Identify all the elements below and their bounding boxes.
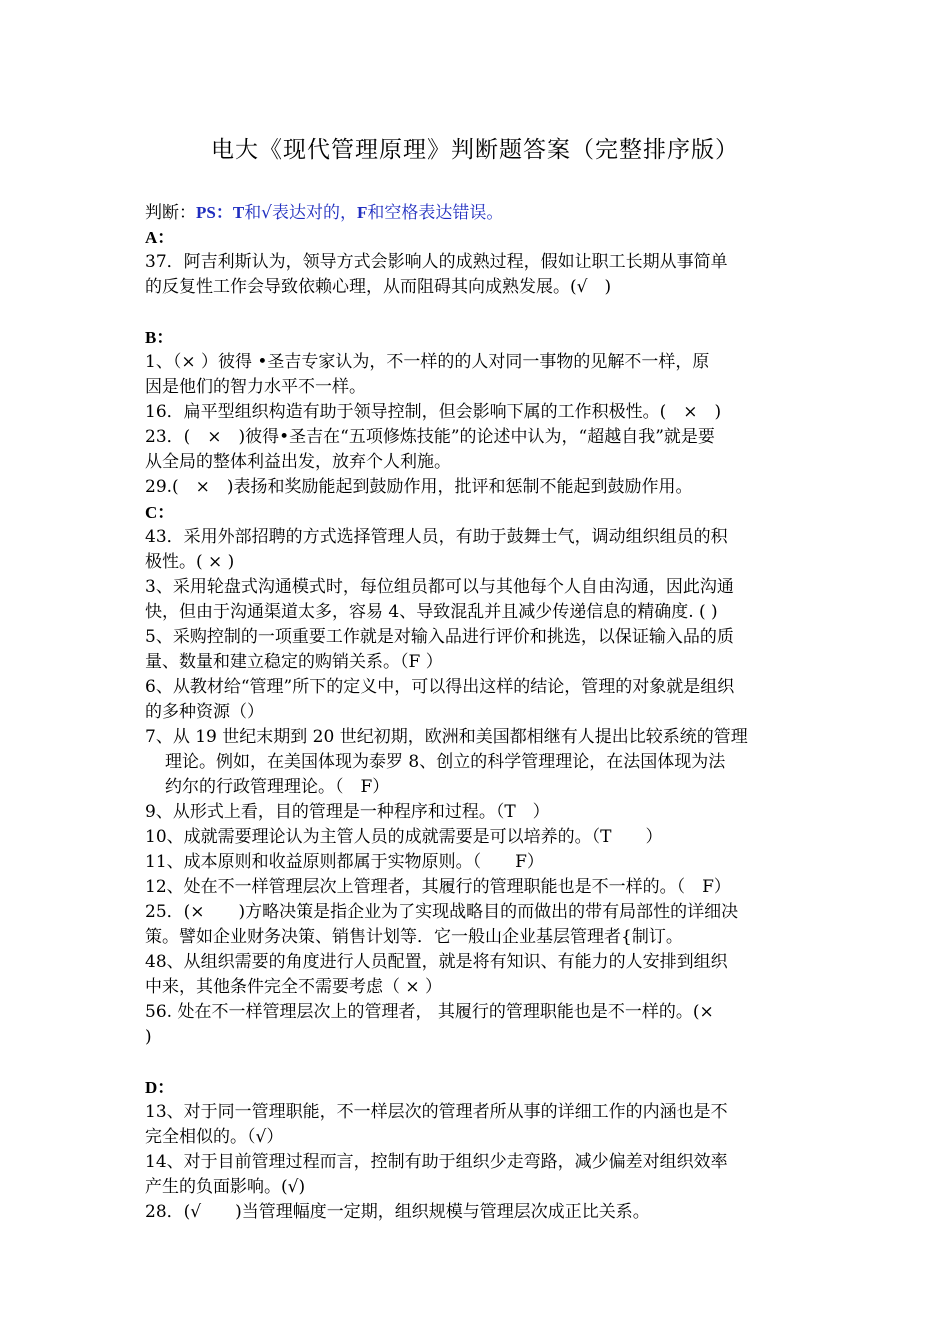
section-d-line: 13、对于同一管理职能，不一样层次的管理者所从事的详细工作的内涵也是不 bbox=[145, 1102, 728, 1122]
section-c-line: 9、从形式上看，目的管理是一种程序和过程。（T ） bbox=[145, 802, 550, 822]
blank-line bbox=[145, 300, 813, 325]
intro-line bbox=[145, 200, 813, 225]
section-c-line: 理论。例如，在美国体现为泰罗 8、创立的科学管理理论，在法国体现为法 bbox=[165, 752, 726, 772]
section-b-line: 16．扁平型组织构造有助于领导控制，但会影响下属的工作积极性。( × ) bbox=[145, 402, 722, 422]
intro-ps-bold-2: F bbox=[357, 203, 368, 222]
section-c-line: 11、成本原则和收益原则都属于实物原则。（ F） bbox=[145, 852, 544, 872]
section-c-line: 56. 处在不一样管理层次上的管理者， 其履行的管理职能也是不一样的。(× bbox=[145, 1002, 714, 1022]
section-c-line: 10、成就需要理论认为主管人员的成就需要是可以培养的。（T ） bbox=[145, 827, 663, 847]
section-c-line: ) bbox=[145, 1027, 152, 1047]
section-c-line: 5、采购控制的一项重要工作就是对输入品进行评价和挑选，以保证输入品的质 bbox=[145, 627, 734, 647]
section-a-line: 37．阿吉利斯认为，领导方式会影响人的成熟过程，假如让职工长期从事简单 bbox=[145, 252, 728, 272]
section-c-line: 12、处在不一样管理层次上管理者，其履行的管理职能也是不一样的。（ F） bbox=[145, 877, 731, 897]
section-c-line: 中来，其他条件完全不需要考虑（ × ） bbox=[145, 977, 443, 997]
document-body bbox=[145, 200, 813, 1225]
section-d-line: 完全相似的。（√） bbox=[145, 1127, 284, 1147]
section-heading-c: C： bbox=[145, 503, 175, 522]
section-c-line: 快，但由于沟通渠道太多，容易 4、导致混乱并且减少传递信息的精确度. ( ) bbox=[145, 602, 718, 622]
section-heading-d: D： bbox=[145, 1078, 175, 1097]
section-d-line: 产生的负面影响。(√) bbox=[145, 1177, 306, 1197]
section-c-line: 43．采用外部招聘的方式选择管理人员，有助于鼓舞士气，调动组织组员的积 bbox=[145, 527, 728, 547]
section-b-line: 因是他们的智力水平不一样。 bbox=[145, 377, 366, 397]
intro-ps-text-2: 和空格表达错误。 bbox=[367, 203, 504, 223]
section-c-line: 3、采用轮盘式沟通模式时，每位组员都可以与其他每个人自由沟通，因此沟通 bbox=[145, 577, 734, 597]
section-c-line: 的多种资源（） bbox=[145, 702, 264, 722]
intro-ps-bold-1: PS：T bbox=[196, 203, 245, 222]
section-b-line: 23．( × )彼得•圣吉在“五项修炼技能”的论述中认为，“超越自我”就是要 bbox=[145, 427, 715, 447]
section-c-line: 策。譬如企业财务决策、销售计划等．它一般山企业基层管理者{制订。 bbox=[145, 927, 683, 947]
section-b-line: 从全局的整体利益出发，放弃个人利施。 bbox=[145, 452, 451, 472]
section-d-line: 14、对于目前管理过程而言，控制有助于组织少走弯路，减少偏差对组织效率 bbox=[145, 1152, 728, 1172]
intro-label: 判断： bbox=[145, 203, 196, 223]
document-title: 电大《现代管理原理》判断题答案（完整排序版） bbox=[211, 137, 739, 163]
section-c-line: 约尔的行政管理理论。（ F） bbox=[165, 777, 390, 797]
section-b-line: 1、（× ）彼得 •圣吉专家认为，不一样的的人对同一事物的见解不一样，原 bbox=[145, 352, 710, 372]
section-c-line: 6、从教材给“管理”所下的定义中，可以得出这样的结论，管理的对象就是组织 bbox=[145, 677, 735, 697]
section-c-line: 极性。( × ) bbox=[145, 552, 235, 572]
blank-line bbox=[145, 1050, 813, 1075]
section-b-line: 29.( × )表扬和奖励能起到鼓励作用，批评和惩制不能起到鼓励作用。 bbox=[145, 477, 693, 497]
section-a-line: 的反复性工作会导致依赖心理，从而阻碍其向成熟发展。(√ ) bbox=[145, 277, 612, 297]
intro-ps-text-1: 和√表达对的， bbox=[244, 203, 358, 223]
section-c-line: 48、从组织需要的角度进行人员配置，就是将有知识、有能力的人安排到组织 bbox=[145, 952, 728, 972]
section-d-line: 28．(√ )当管理幅度一定期，组织规模与管理层次成正比关系。 bbox=[145, 1202, 650, 1222]
section-c-line: 25．(× )方略决策是指企业为了实现战略目的而做出的带有局部性的详细决 bbox=[145, 902, 739, 922]
section-heading-a: A： bbox=[145, 228, 175, 247]
section-c-line: 7、从 19 世纪末期到 20 世纪初期，欧洲和美国都相继有人提出比较系统的管理 bbox=[145, 727, 748, 747]
section-heading-b: B： bbox=[145, 328, 174, 347]
section-c-line: 量、数量和建立稳定的购销关系。（F ） bbox=[145, 652, 443, 672]
